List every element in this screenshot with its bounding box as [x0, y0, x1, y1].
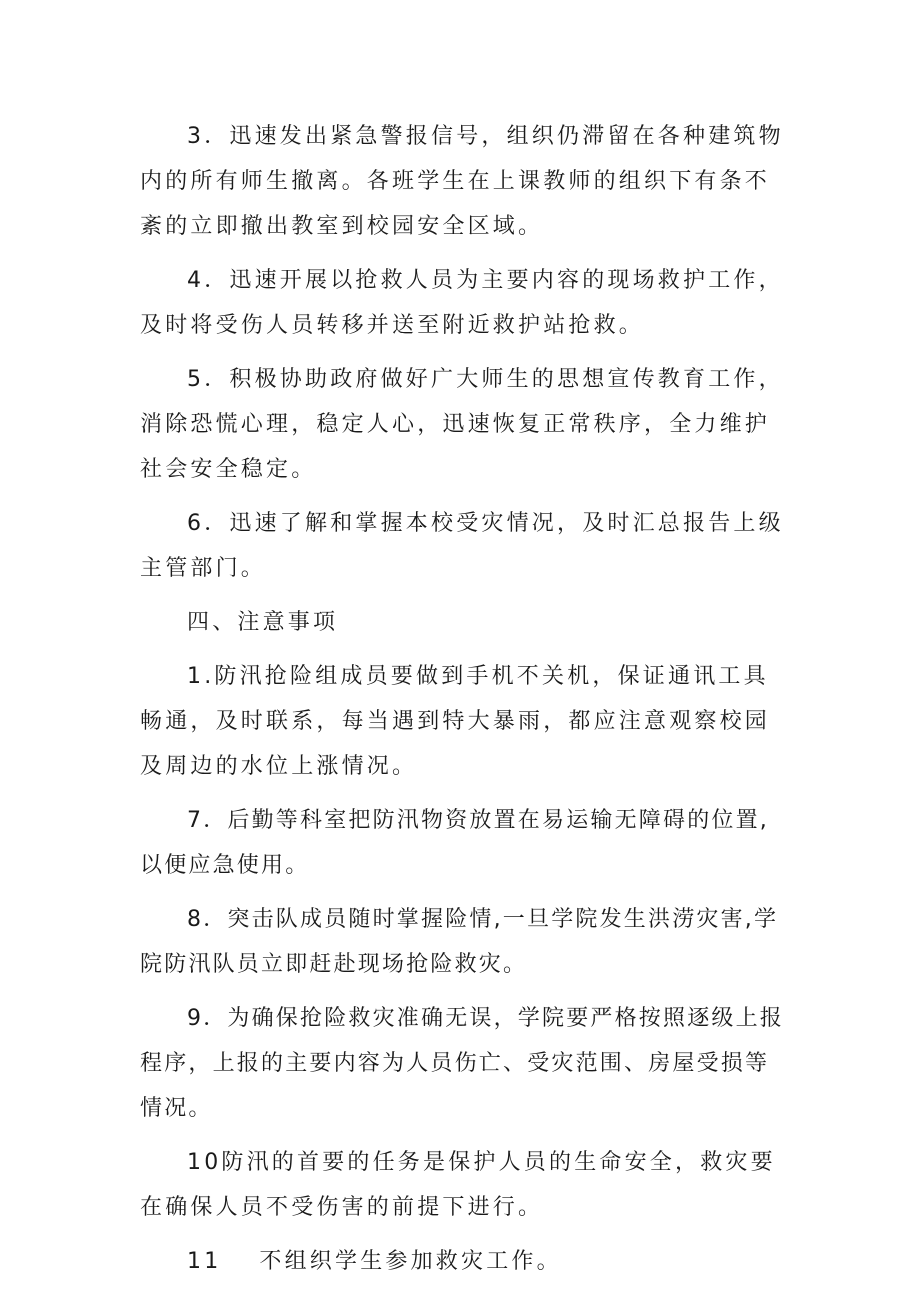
- item-text: ．为确保抢险救灾准确无误，学院要严格按照逐级上报程序，上报的主要内容为人员伤亡、受灾范围、房屋受损等情况。: [140, 1006, 785, 1121]
- item-text: 防汛抢险组成员要做到手机不关机，保证通讯工具畅通，及时联系，每当遇到特大暴雨，都应注意观察校园及周边的水位上涨情况。: [140, 664, 771, 779]
- note-item-11: [140, 1239, 790, 1284]
- note-item-9: [140, 996, 790, 1131]
- item-number: 6: [187, 511, 205, 536]
- list-item-5: [140, 357, 790, 492]
- item-text: 防汛的首要的任务是保护人员的生命安全，救灾要在确保人员不受伤害的前提下进行。: [140, 1150, 776, 1220]
- document-body: [140, 114, 790, 1293]
- item-number: 10: [187, 1150, 222, 1175]
- item-text: ．迅速发出紧急警报信号，组织仍滞留在各种建筑物内的所有师生撤离。各班学生在上课教师的组织下有条不紊的立即撤出教室到校园安全区域。: [140, 124, 784, 239]
- item-text: ．后勤等科室把防汛物资放置在易运输无障碍的位置,以便应急使用。: [140, 808, 769, 878]
- note-item-10: [140, 1140, 790, 1230]
- note-item-8: [140, 897, 790, 987]
- item-text: 不组织学生参加救灾工作。: [259, 1249, 562, 1274]
- list-item-4: [140, 258, 790, 348]
- section-heading: 四、注意事项: [187, 610, 339, 635]
- item-text: ．迅速开展以抢救人员为主要内容的现场救护工作，及时将受伤人员转移并送至附近救护站抢救。: [140, 268, 784, 338]
- item-number: 4: [187, 268, 205, 293]
- item-number: 11: [187, 1249, 222, 1274]
- item-number: 9: [187, 1006, 204, 1031]
- list-item-6: [140, 501, 790, 591]
- item-number: 5: [187, 367, 205, 392]
- item-number: 8: [187, 907, 204, 932]
- item-text: ．积极协助政府做好广大师生的思想宣传教育工作，消除恐慌心理，稳定人心，迅速恢复正常秩序，全力维护社会安全稳定。: [140, 367, 784, 482]
- note-item-7: [140, 798, 790, 888]
- item-number: 3: [187, 124, 205, 149]
- item-number: 1.: [187, 664, 215, 689]
- item-text: ．突击队成员随时掌握险情,一旦学院发生洪涝灾害,学院防汛队员立即赶赴现场抢险救灾。: [140, 907, 779, 977]
- note-item-1: [140, 654, 790, 789]
- item-text: ．迅速了解和掌握本校受灾情况，及时汇总报告上级主管部门。: [140, 511, 784, 581]
- list-item-3: [140, 114, 790, 249]
- item-number: 7: [187, 808, 204, 833]
